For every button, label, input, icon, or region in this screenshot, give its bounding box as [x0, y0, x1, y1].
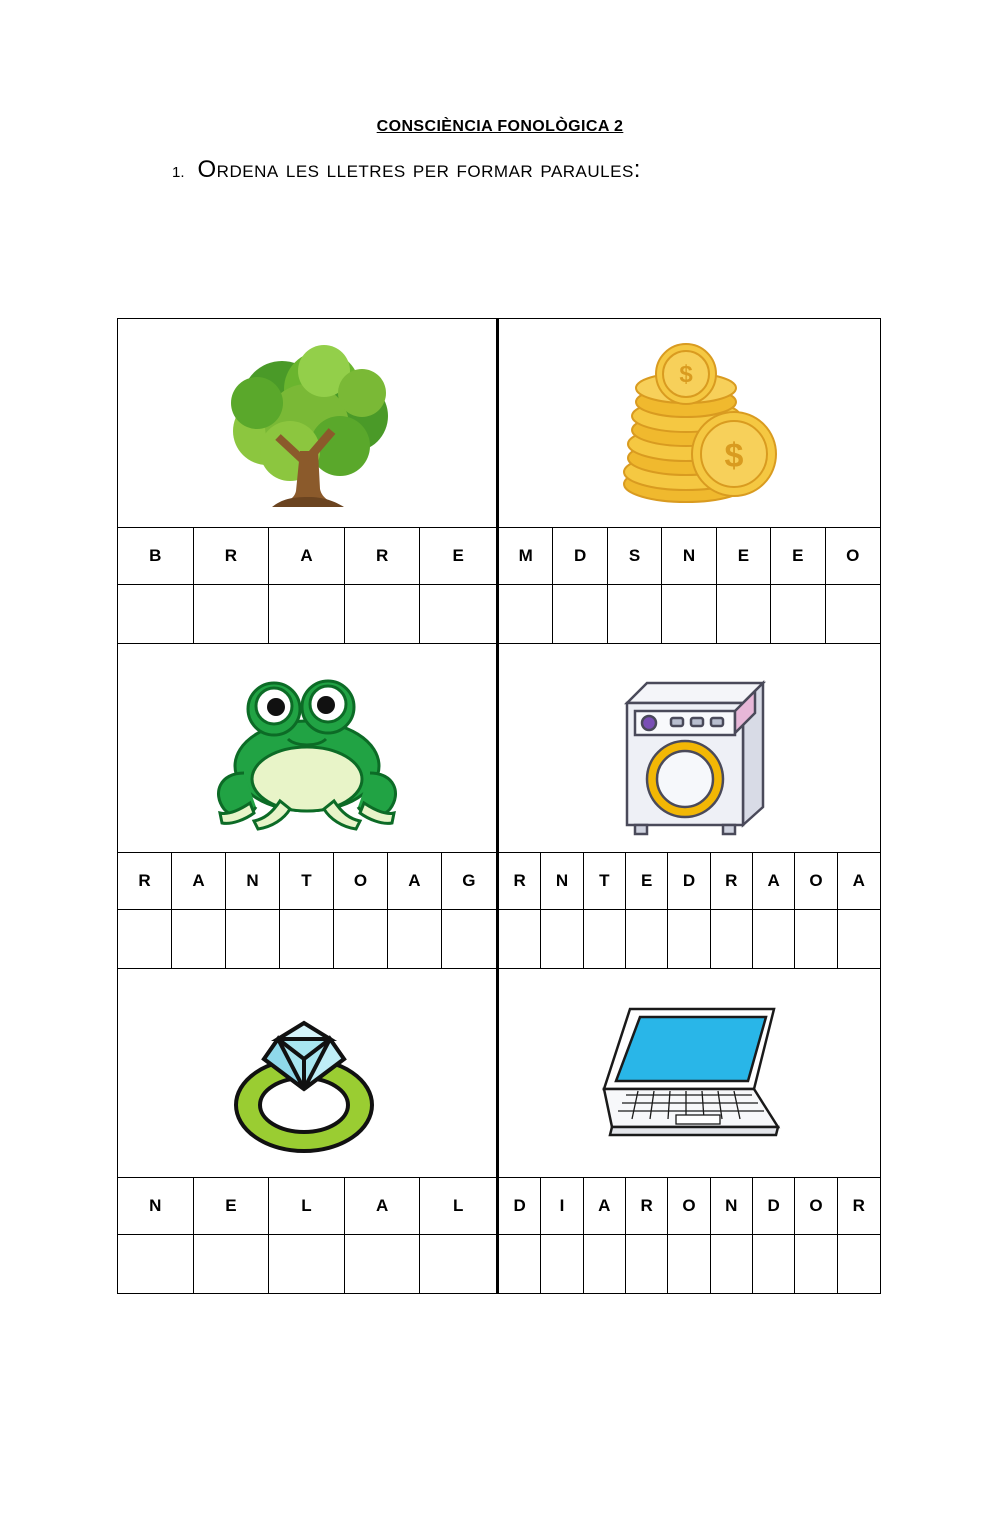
letter-cell: R	[626, 1178, 668, 1234]
image-cell-laptop	[499, 969, 880, 1177]
letter-cell: N	[226, 853, 280, 909]
letter-cell: O	[668, 1178, 710, 1234]
answer-cell[interactable]	[388, 910, 442, 968]
answer-cell[interactable]	[838, 910, 880, 968]
exercise-number: 1.	[172, 164, 185, 181]
answer-group-3-left	[118, 1235, 499, 1293]
answer-cell[interactable]	[668, 1235, 710, 1293]
answer-row-1	[118, 585, 880, 644]
letter-cell: E	[717, 528, 771, 584]
letter-cell: N	[118, 1178, 194, 1234]
answer-cell[interactable]	[226, 910, 280, 968]
letter-cell: B	[118, 528, 194, 584]
worksheet-table	[117, 318, 881, 1294]
worksheet-page	[0, 118, 1000, 1531]
letter-cell: D	[553, 528, 607, 584]
page-title: CONSCIÈNCIA FONOLÒGICA 2	[376, 118, 624, 135]
answer-cell[interactable]	[118, 585, 194, 643]
answer-cell[interactable]	[668, 910, 710, 968]
letter-cell: O	[795, 1178, 837, 1234]
frog-image	[202, 661, 412, 836]
coins-image	[594, 334, 786, 512]
letter-cell: D	[668, 853, 710, 909]
answer-cell[interactable]	[584, 1235, 626, 1293]
answer-cell[interactable]	[194, 585, 270, 643]
answer-cell[interactable]	[608, 585, 662, 643]
answer-cell[interactable]	[269, 1235, 345, 1293]
letter-cell: D	[499, 1178, 541, 1234]
letter-cell: L	[269, 1178, 345, 1234]
letter-cell: N	[662, 528, 716, 584]
letters-row-1	[118, 528, 880, 585]
letter-cell: A	[584, 1178, 626, 1234]
letter-cell: T	[584, 853, 626, 909]
letters-row-3	[118, 1178, 880, 1235]
letter-cell: I	[541, 1178, 583, 1234]
answer-cell[interactable]	[771, 585, 825, 643]
letter-cell: R	[499, 853, 541, 909]
answer-cell[interactable]	[499, 585, 553, 643]
letter-cell: A	[388, 853, 442, 909]
answer-row-3	[118, 1235, 880, 1293]
letters-group-1-left	[118, 528, 499, 584]
letter-cell: R	[118, 853, 172, 909]
letter-cell: A	[269, 528, 345, 584]
answer-cell[interactable]	[280, 910, 334, 968]
answer-cell[interactable]	[118, 1235, 194, 1293]
image-cell-coins	[499, 319, 880, 527]
image-cell-washing-machine	[499, 644, 880, 852]
laptop-image	[582, 991, 797, 1156]
svg-text:$: $	[724, 437, 743, 475]
tree-image	[212, 331, 402, 516]
letter-cell: A	[852, 871, 865, 890]
letter-cell: N	[711, 1178, 753, 1234]
answer-group-2-right	[499, 910, 880, 968]
answer-cell[interactable]	[499, 1235, 541, 1293]
answer-cell[interactable]	[334, 910, 388, 968]
answer-row-2	[118, 910, 880, 969]
answer-cell[interactable]	[826, 585, 880, 643]
letters-group-2-left	[118, 853, 499, 909]
letters-group-1-right	[499, 528, 880, 584]
answer-cell[interactable]	[711, 1235, 753, 1293]
answer-cell[interactable]	[795, 1235, 837, 1293]
answer-cell[interactable]	[541, 1235, 583, 1293]
letter-cell: T	[280, 853, 334, 909]
letter-cell: O	[795, 853, 837, 909]
letter-cell: A	[345, 1178, 421, 1234]
answer-group-1-right	[499, 585, 880, 643]
letters-group-3-left	[118, 1178, 499, 1234]
answer-cell[interactable]	[194, 1235, 270, 1293]
letter-cell: E	[771, 528, 825, 584]
answer-cell[interactable]	[838, 1235, 880, 1293]
image-row-1	[118, 319, 880, 528]
letters-group-2-right	[499, 853, 880, 909]
answer-cell[interactable]	[345, 1235, 421, 1293]
answer-group-1-left	[118, 585, 499, 643]
letters-group-3-right	[499, 1178, 880, 1234]
letter-cell: O	[334, 853, 388, 909]
letters-row-2	[118, 853, 880, 910]
letter-cell: M	[499, 528, 553, 584]
answer-cell[interactable]	[420, 585, 496, 643]
answer-cell[interactable]	[442, 910, 496, 968]
answer-cell[interactable]	[118, 910, 172, 968]
letter-cell: O	[846, 546, 860, 565]
answer-group-3-right	[499, 1235, 880, 1293]
image-cell-frog	[118, 644, 499, 852]
letter-cell: S	[608, 528, 662, 584]
answer-cell[interactable]	[753, 1235, 795, 1293]
letter-cell: E	[194, 1178, 270, 1234]
image-row-3	[118, 969, 880, 1178]
letter-cell: D	[753, 1178, 795, 1234]
letter-cell: R	[194, 528, 270, 584]
answer-cell[interactable]	[662, 585, 716, 643]
answer-cell[interactable]	[345, 585, 421, 643]
answer-cell[interactable]	[499, 910, 541, 968]
answer-cell[interactable]	[553, 585, 607, 643]
letter-cell: E	[626, 853, 668, 909]
letter-cell: A	[753, 853, 795, 909]
ring-image	[212, 983, 402, 1163]
letter-cell: R	[345, 528, 421, 584]
answer-cell[interactable]	[420, 1235, 496, 1293]
letter-cell: L	[452, 1196, 464, 1215]
answer-cell[interactable]	[626, 1235, 668, 1293]
letter-cell: N	[541, 853, 583, 909]
instruction-row	[0, 156, 1000, 184]
letter-cell: R	[852, 1196, 865, 1215]
washing-machine-image	[605, 661, 775, 836]
instruction-text: Ordena les lletres per formar paraules:	[197, 156, 641, 183]
answer-cell[interactable]	[626, 910, 668, 968]
answer-cell[interactable]	[172, 910, 226, 968]
image-cell-tree	[118, 319, 499, 527]
letter-cell: A	[172, 853, 226, 909]
answer-group-2-left	[118, 910, 499, 968]
answer-cell[interactable]	[269, 585, 345, 643]
answer-cell[interactable]	[717, 585, 771, 643]
svg-text:$: $	[678, 361, 693, 388]
answer-cell[interactable]	[584, 910, 626, 968]
answer-cell[interactable]	[711, 910, 753, 968]
answer-cell[interactable]	[541, 910, 583, 968]
image-row-2	[118, 644, 880, 853]
image-cell-ring	[118, 969, 499, 1177]
letter-cell: E	[452, 546, 464, 565]
letter-cell: G	[462, 871, 476, 890]
answer-cell[interactable]	[753, 910, 795, 968]
letter-cell: R	[711, 853, 753, 909]
answer-cell[interactable]	[795, 910, 837, 968]
